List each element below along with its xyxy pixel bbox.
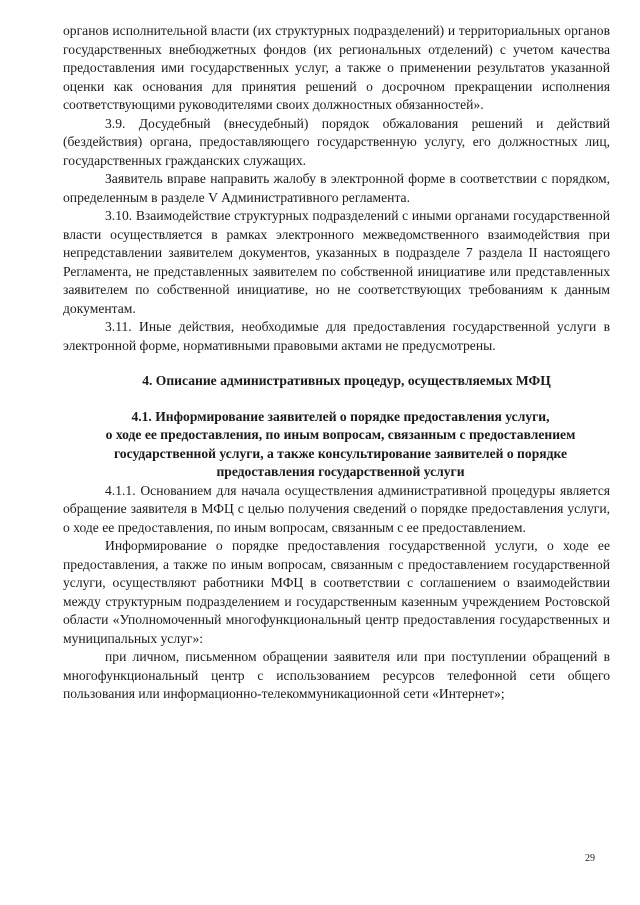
subsection-heading-line: о ходе ее предоставления, по иным вопросам, связанным с предоставлением <box>105 427 576 442</box>
paragraph: органов исполнительной власти (их структурных подразделений) и территориальных органов государственных внебюджетных фондов (их региональных отделений) с учетом качества предоставления ими государственных услуг, а также о применении результатов указанной оценки как основания для принятия решений о досрочном прекращении исполнения соответствующими руководителями своих должностных обязанностей». <box>63 23 610 112</box>
paragraph: 3.9. Досудебный (внесудебный) порядок обжалования решений и действий (бездействия) органа, предоставляющего государственную услугу, его должностных лиц, государственных гражданских служащих. <box>63 115 610 168</box>
document-page <box>63 22 610 704</box>
paragraph: 3.10. Взаимодействие структурных подразделений с иными органами государственной власти осуществляется в рамках электронного межведомственного взаимодействия при непредставлении заявителем документов, указанных в подразделе 7 раздела II настоящего Регламента, не представленных заявителем по собственной инициативе или представленных заявителем по собственной инициативе, но не соответствующих требованиям к данным документам. <box>63 208 610 316</box>
paragraph: Информирование о порядке предоставления государственной услуги, о ходе ее предоставления, а также по иным вопросам, связанным с предоставлением государственной услуги, осуществляют работники МФЦ в соответствии с соглашением о взаимодействии между структурным подразделением и государственным казенным учреждением Ростовской области «Уполномоченный многофункциональный центр предоставления государственных и муниципальных услуг»: <box>63 538 610 646</box>
subsection-heading-line: предоставления государственной услуги <box>216 464 465 479</box>
page-number: 29 <box>585 853 595 864</box>
paragraph: 3.11. Иные действия, необходимые для предоставления государственной услуги в электронной форме, нормативными правовыми актами не предусмотрены. <box>63 319 610 353</box>
subsection-heading-line: 4.1. Информирование заявителей о порядке предоставления услуги, <box>131 408 550 424</box>
paragraph: 4.1.1. Основанием для начала осуществления административной процедуры является обращение заявителя в МФЦ с целью получения сведений о порядке предоставления услуги, о ходе ее предоставления, по иным вопросам, связанным с ее предоставлением. <box>63 482 610 535</box>
subsection-heading-line: государственной услуги, а также консультирование заявителей о порядке <box>113 445 568 461</box>
paragraph: при личном, письменном обращении заявителя или при поступлении обращений в многофункциональный центр с использованием ресурсов телефонной сети общего пользования или информационно-телекоммуникационной сети «Интернет»; <box>63 649 610 701</box>
paragraph: Заявитель вправе направить жалобу в электронной форме в соответствии с порядком, определенным в разделе V Административного регламента. <box>63 171 610 205</box>
subsection-heading <box>63 408 610 482</box>
section-heading: 4. Описание административных процедур, осуществляемых МФЦ <box>142 373 551 388</box>
